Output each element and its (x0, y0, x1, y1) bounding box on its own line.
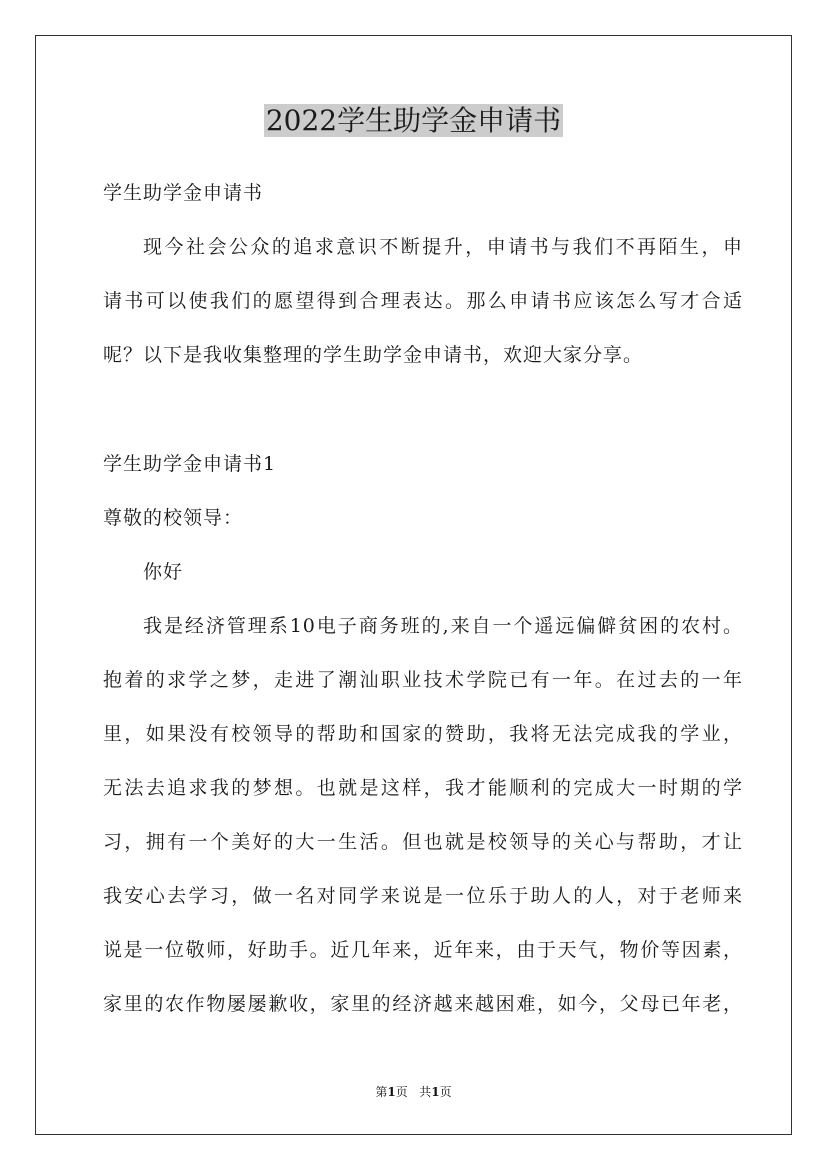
letter-line-8: 家里的农作物屡屡歉收，家里的经济越来越困难，如今，父母已年老， (103, 993, 743, 1015)
letter-line-1: 我是经济管理系10电子商务班的,来自一个遥远偏僻贫困的农村。 (143, 615, 743, 637)
total-label-prefix: 共 (419, 1085, 432, 1099)
greeting: 你好 (143, 561, 184, 583)
document-body (103, 166, 743, 382)
intro-line-2: 请书可以使我们的愿望得到合理表达。那么申请书应该怎么写才合适 (103, 290, 743, 312)
letter-line-4: 无法去追求我的梦想。也就是这样，我才能顺利的完成大一时期的学 (103, 777, 743, 799)
intro-line-3: 呢？以下是我收集整理的学生助学金申请书，欢迎大家分享。 (103, 344, 644, 366)
letter-body (103, 437, 743, 1031)
section-heading: 学生助学金申请书1 (103, 453, 277, 475)
letter-line-3: 里，如果没有校领导的帮助和国家的赞助，我将无法完成我的学业， (103, 723, 743, 745)
page-label-mid: 页 (395, 1085, 408, 1099)
intro-line-1: 现今社会公众的追求意识不断提升，申请书与我们不再陌生，申 (143, 236, 743, 258)
letter-line-6: 我安心去学习，做一名对同学来说是一位乐于助人的人，对于老师来 (103, 885, 743, 907)
page-number: 1 (387, 1085, 396, 1099)
document-title (0, 101, 827, 141)
letter-line-7: 说是一位敬师，好助手。近几年来，近年来，由于天气，物价等因素， (103, 939, 743, 961)
total-pages: 1 (431, 1085, 440, 1099)
letter-line-2: 抱着的求学之梦，走进了潮汕职业技术学院已有一年。在过去的一年 (103, 669, 743, 691)
document-subtitle: 学生助学金申请书 (103, 182, 264, 204)
page-label-prefix: 第 (375, 1085, 388, 1099)
salutation: 尊敬的校领导： (103, 507, 244, 529)
document-title-text: 2022学生助学金申请书 (265, 104, 562, 137)
page-footer (0, 1083, 827, 1101)
total-label-suffix: 页 (439, 1085, 452, 1099)
letter-line-5: 习，拥有一个美好的大一生活。但也就是校领导的关心与帮助，才让 (103, 831, 743, 853)
